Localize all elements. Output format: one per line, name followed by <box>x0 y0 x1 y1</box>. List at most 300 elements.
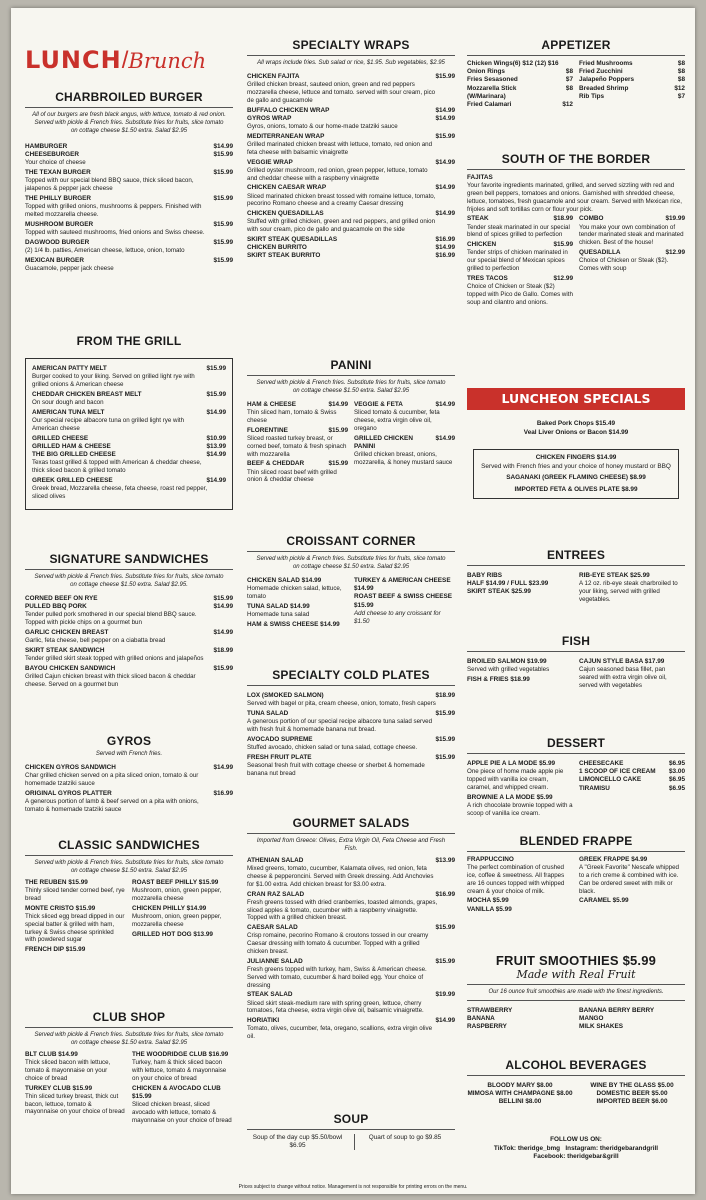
menu-item-name: AMERICAN PATTY MELT <box>32 365 107 372</box>
menu-item <box>247 754 455 762</box>
menu-item-desc: Crisp romaine, pecorino Romano & croutons tossed in our creamy Caesar dressing with tomato & cucumber. Topped with a grilled chicken breast. <box>247 932 429 955</box>
menu-item-name: BROILED SALMON $19.99 <box>467 658 547 665</box>
menu-item-price: $14.99 <box>206 408 226 416</box>
menu-item-desc: Stuffed avocado, chicken salad or tuna salad, cottage cheese. <box>247 744 418 751</box>
menu-item-name: CHICKEN <box>467 241 497 249</box>
menu-item <box>247 401 348 409</box>
list-line: BANANA BERRY BERRY <box>579 1007 655 1014</box>
menu-item-name: THE PHILLY BURGER <box>25 195 92 202</box>
menu-item-name: TURKEY & AMERICAN CHEESE $14.99 <box>354 577 451 593</box>
salads-section: GOURMET SALADS Imported from Greece: Olives, Extra Virgin Oil, Feta Cheese and Fresh Fish. ATHENIAN SALAD $13.99 Mixed greens, tomato, cucumber, Kalamata olives, red onion, feta cheese & pepperoncini. Served with Greek dressing. Add Anchovies for $1.00 extra. Add chicken breast for $3.00 extra. CRAN RAZ SALAD $16.99 Fresh greens tossed with dried cranberries, toasted almonds, grapes, sliced apples & tomato, cucumber with a raspberry vinaigrette. Topped with a grilled chicken breast. CAESAR SALAD $15.99 Crisp romaine, pecorino Romano & croutons tossed in our creamy Caesar dressing with tomato & cucumber. Topped with a grilled chicken breast. JULIANNE SALAD $15.99 Fresh greens topped with turkey, ham, Swiss & American cheese. Served with tomato, cucumber & hard boiled egg. Your choice of dressing STEAK SALAD $19.99 Sliced skirt steak-medium rare with spring green, lettuce, cherry tomatoes, feta cheese, extra virgin olive oil, balsamic vinaigrette. HORIATIKI $14.99 Tomato, olives, cucumber, feta, oregano, scallions, extra virgin olive oil. <box>247 816 455 1041</box>
menu-item-price: $8 <box>677 68 685 76</box>
menu-item-name: GREEK FRAPPE $4.99 <box>579 856 648 863</box>
menu-item-name: Fried Mushrooms <box>579 60 633 67</box>
signature-section: SIGNATURE SANDWICHES Served with pickle & French fries. Substitute fries for fruits, slice tomato on cottage cheese $1.50 extra. Salad $2.95. CORNED BEEF ON RYE $15.99 PULLED BBQ PORK $14.99 Tender pulled pork smothered in our special blend BBQ sauce. Topped with pickle chips on a gourmet bun GARLIC CHICKEN BREAST $14.99 Garlic, feta cheese, bell pepper on a ciabatta bread SKIRT STEAK SANDWICH $18.99 Tender grilled skirt steak topped with grilled onions and jalapeños BAYOU CHICKEN SANDWICH $15.99 Grilled Cajun chicken breast with thick sliced bacon & cheddar cheese. Served on a gourmet bun <box>25 552 233 688</box>
section-title: DESSERT <box>546 736 606 750</box>
luncheon-section <box>467 388 685 499</box>
menu-item-desc: Stuffed with grilled chicken, green and red peppers, and grilled onion with sour cream, pico de gallo and guacamole on the side <box>247 218 436 234</box>
special-line: IMPORTED FETA & OLIVES PLATE $8.99 <box>514 485 638 493</box>
burger-section <box>25 90 233 275</box>
menu-item-price: $12.99 <box>665 248 685 256</box>
menu-item <box>247 1017 455 1025</box>
menu-item-desc: Cajun seasoned basa fillet, pan seared with extra virgin olive oil, served with vegetables <box>579 666 667 689</box>
menu-item-name: FRAPPUCCINO <box>467 856 514 863</box>
menu-item <box>247 159 455 167</box>
menu-item-price: $15.99 <box>213 665 233 672</box>
menu-item-name: CHICKEN CAESAR WRAP <box>247 184 327 192</box>
menu-item-desc: Char grilled chicken served on a pita sliced onion, tomato & our homemade tzatziki sauce <box>25 772 199 787</box>
menu-item <box>579 93 685 101</box>
menu-item <box>467 93 573 101</box>
menu-item-price: $6.95 <box>669 784 685 792</box>
menu-item-price: $14.99 <box>213 764 233 771</box>
special-line: Baked Pork Chops $15.49 <box>536 420 616 427</box>
menu-item-desc: Gyros, onions, tomato & our home-made tzatziki sauce <box>247 123 398 130</box>
menu-item-desc: Thin sliced turkey breast, thick cut bacon, lettuce, tomato & mayonnaise on your choice of bread <box>25 1092 125 1116</box>
entrees-section <box>467 548 685 606</box>
logo: LUNCH/Brunch <box>25 46 207 74</box>
menu-item-name: TUNA SALAD <box>247 710 289 717</box>
menu-item-name: HALF $14.99 / FULL $23.99 <box>467 580 549 588</box>
menu-item-name: GRILLED CHEESE <box>32 434 89 442</box>
menu-item-price: $14.99 <box>435 1017 455 1025</box>
menu-item-name: Mozzarella Stick <box>467 84 517 92</box>
menu-item-price: $15.99 <box>213 220 233 228</box>
menu-item <box>25 647 233 655</box>
menu-item-desc: Fresh greens tossed with dried cranberries, toasted almonds, grapes, sliced apples & tomato, cucumber with a raspberry vinaigrette. Topped with a grilled chicken breast. <box>247 898 438 922</box>
menu-item-price: $16.99 <box>435 235 455 243</box>
menu-item <box>579 76 685 84</box>
menu-item-desc: Your choice of cheese <box>25 159 86 167</box>
menu-item-name: VEGGIE & FETA <box>354 401 403 408</box>
alcohol-section <box>467 1058 685 1107</box>
menu-item-name: Breaded Shrimp <box>579 84 629 92</box>
menu-item-price: $19.99 <box>435 991 455 999</box>
list-line: WINE BY THE GLASS $5.00 <box>590 1082 674 1089</box>
menu-item-name: GARLIC CHICKEN BREAST <box>25 629 109 636</box>
menu-item-name: (W/Marinara) <box>467 92 506 100</box>
menu-item-name: BABY RIBS <box>467 572 503 579</box>
menu-item-desc: Seasonal fresh fruit with cottage cheese or sherbet & homemade banana nut bread <box>247 762 425 777</box>
menu-item <box>247 924 455 932</box>
menu-item-price: $14.99 <box>435 184 455 192</box>
menu-item-name: ORIGINAL GYROS PLATTER <box>25 789 112 797</box>
menu-item-desc: Garlic, feta cheese, bell pepper on a ciabatta bread <box>25 637 166 645</box>
menu-item-price: $16.99 <box>435 252 455 260</box>
menu-item <box>25 257 233 265</box>
menu-item <box>247 857 455 865</box>
menu-item-name: BLT CLUB $14.99 <box>25 1051 78 1058</box>
menu-item-name: Chicken Wings(6) $12 (12) $16 <box>467 60 559 67</box>
menu-item <box>25 595 233 603</box>
menu-item <box>25 169 233 177</box>
menu-item-desc: Burger cooked to your liking. Served on grilled light rye with grilled onions & American cheese <box>32 373 195 388</box>
gyros-section: GYROS Served with French fries. CHICKEN GYROS SANDWICH $14.99 Char grilled chicken served on a pita sliced onion, tomato & our homemade tzatziki sauce ORIGINAL GYROS PLATTER $16.99 A generous portion of lamb & beef served on a pita with onions, tomato & homemade tzatziki sauce <box>25 734 233 813</box>
menu-item <box>467 215 573 223</box>
menu-item-desc: Sliced marinated chicken breast tossed with romaine lettuce, tomato, pecorino Romano cheese and a creamy Caesar dressing <box>247 192 436 208</box>
menu-item-name: AVOCADO SUPREME <box>247 735 313 743</box>
menu-item <box>25 151 233 159</box>
section-title: SOUTH OF THE BORDER <box>501 152 651 166</box>
menu-item <box>25 603 233 611</box>
menu-item-price: $7 <box>677 92 685 100</box>
menu-item <box>247 133 455 141</box>
menu-item-name: ATHENIAN SALAD <box>247 857 304 864</box>
menu-item <box>467 60 573 68</box>
menu-item-name: Fries Sesasoned <box>467 76 518 84</box>
section-title: GYROS <box>106 734 152 748</box>
menu-item-price: $15.99 <box>213 238 233 246</box>
wraps-section: SPECIALTY WRAPS All wraps include fries. Sub salad or rice, $1.95. Sub vegetables, $2.95 CHICKEN FAJITA $15.99 Grilled chicken breast, sauteed onion, green and red peppers mozzarella cheese, lettuce and tomato. served with sour cream, pico de gallo and guacamole BUFFALO CHICKEN WRAP $14.99 GYROS WRAP $14.99 Gyros, onions, tomato & our home-made tzatziki sauce MEDITERRANEAN WRAP $15.99 Grilled marinated chicken breast with lettuce, tomato, red onion and feta cheese with balsamic vinaigrette VEGGIE WRAP $14.99 Grilled oyster mushroom, red onion, green pepper, lettuce, tomato and cheddar cheese with a raspberry vinaigrette CHICKEN CAESAR WRAP $14.99 Sliced marinated chicken breast tossed with romaine lettuce, tomato, pecorino Romano cheese and a creamy Caesar dressing CHICKEN QUESADILLAS $14.99 Stuffed with grilled chicken, green and red peppers, and grilled onion with sour cream, pico de gallo and guacamole on the side SKIRT STEAK QUESADILLAS $16.99 CHICKEN BURRITO $14.99 SKIRT STEAK BURRITO $16.99 <box>247 38 455 260</box>
menu-item <box>354 435 455 451</box>
menu-item <box>579 68 685 76</box>
menu-item-price: $3.00 <box>669 768 685 776</box>
menu-item-name: BUFFALO CHICKEN WRAP <box>247 106 330 114</box>
menu-item-name: MOCHA $5.99 <box>467 897 509 905</box>
menu-item-price: $14.99 <box>213 603 233 611</box>
club-section: CLUB SHOP Served with pickle & French fries. Substitute fries for fruits, slice tomato on cottage cheese $1.50 extra. Salad $2.95 BLT CLUB $14.99 Thick sliced bacon with lettuce, tomato & mayonnaise on your choice of bread TURKEY CLUB $15.99 Thin sliced turkey breast, thick cut bacon, lettuce, tomato & mayonnaise on your choice of bread THE WOODRIDGE CLUB $16.99 Turkey, ham & thick sliced bacon with lettuce, tomato & mayonnaise on your choice of bread CHICKEN & AVOCADO CLUB $15.99 Sliced chicken breast, sliced avocado with lettuce, tomato & mayonnaise on your choice of bread <box>25 1010 232 1124</box>
luncheon-banner: LUNCHEON SPECIALS <box>467 388 685 410</box>
menu-item <box>247 710 455 718</box>
menu-item-desc: Topped with sauteed mushrooms, fried onions and Swiss cheese. <box>25 229 205 236</box>
menu-item-name: Rib Tips <box>579 92 605 100</box>
menu-item-desc: Topped with our special blend BBQ sauce, thick sliced bacon, jalapenos & pepper jack cheese <box>25 177 194 193</box>
menu-item-name: CAESAR SALAD <box>247 924 298 932</box>
menu-item-name: TURKEY CLUB $15.99 <box>25 1084 93 1092</box>
menu-item-price: $14.99 <box>435 114 455 122</box>
menu-item-price: $8 <box>677 76 685 84</box>
menu-item-name: TIRAMISU <box>579 784 610 792</box>
menu-item-desc: A 12 oz. rib-eye steak charbroiled to your liking, served with grilled vegetables. <box>579 580 678 603</box>
menu-item-price: $15.99 <box>213 151 233 159</box>
footer-disclaimer: Prices subject to change without notice. Management is not responsible for printing errors on the menu. <box>238 1184 468 1190</box>
menu-item-name: CRAN RAZ SALAD <box>247 890 305 898</box>
menu-item-desc: One piece of home made apple pie topped with vanilla ice cream, caramel, and whipped cream. <box>467 768 564 791</box>
menu-item <box>579 760 685 768</box>
menu-item-price: $8 <box>677 60 685 67</box>
menu-item-desc: Guacamole, pepper jack cheese <box>25 265 114 272</box>
menu-item <box>32 391 226 399</box>
menu-item <box>247 736 455 744</box>
menu-item-price: $13.99 <box>435 857 455 864</box>
menu-item-name: GREEK GRILLED CHEESE <box>32 476 113 484</box>
special-line: SAGANAKI (GREEK FLAMING CHEESE) $8.99 <box>506 474 646 481</box>
menu-item-price: $15.99 <box>206 390 226 398</box>
menu-item-price: $14.99 <box>213 143 233 150</box>
menu-item-name: MUSHROOM BURGER <box>25 220 94 228</box>
menu-item <box>579 249 685 257</box>
tiktok-handle: TikTok: theridge_bmg <box>493 1144 561 1152</box>
menu-item-name: LOX (SMOKED SALMON) <box>247 692 324 699</box>
menu-item-desc: Turkey, ham & thick sliced bacon with lettuce, tomato & mayonnaise on your choice of bread <box>132 1059 227 1082</box>
social-section: FOLLOW US ON: TikTok: theridge_bmg Instagram: theridgebarandgrill Facebook: theridgebar&grill <box>467 1136 685 1162</box>
menu-item-price: $15.99 <box>213 595 233 602</box>
menu-item-name: Fried Calamari <box>467 101 512 109</box>
menu-item-name: SKIRT STEAK QUESADILLAS <box>247 235 338 243</box>
menu-item-price: $8 <box>565 68 573 76</box>
list-line: MANGO <box>579 1015 604 1023</box>
menu-item-price: $10.99 <box>206 434 226 442</box>
menu-item-price: $15.99 <box>435 132 455 140</box>
menu-item-name: FRENCH DIP $15.99 <box>25 946 86 954</box>
menu-item-name: SKIRT STEAK $25.99 <box>467 588 531 596</box>
menu-item-desc: Tender strips of chicken marinated in our special blend of Mexican spices grilled to perfection <box>467 249 568 272</box>
menu-item <box>247 107 455 115</box>
menu-item-name: CHEESEBURGER <box>25 151 79 159</box>
section-title: FROM THE GRILL <box>76 334 182 348</box>
menu-item <box>467 241 573 249</box>
menu-item <box>247 73 455 81</box>
menu-item <box>247 427 348 435</box>
menu-item-name: TUNA SALAD $14.99 <box>247 602 310 610</box>
menu-item-desc: Mushroom, onion, green pepper, mozzarella cheese <box>132 887 222 902</box>
menu-item-desc: Greek bread, Mozzarella cheese, feta cheese, roast red pepper, sliced olives <box>32 485 208 500</box>
menu-item-desc: Homemade tuna salad <box>247 611 310 618</box>
menu-item-price: $13.99 <box>206 442 226 450</box>
menu-item-price: $14.99 <box>206 451 226 458</box>
menu-item <box>32 443 226 451</box>
menu-item <box>25 764 233 772</box>
menu-item-desc: Homemade chicken salad, lettuce, tomato <box>247 585 342 600</box>
menu-item-desc: (2) 1/4 lb. patties, American cheese, lettuce, onion, tomato <box>25 247 185 254</box>
menu-item-desc: Grilled chicken breast, sauteed onion, green and red peppers mozzarella cheese, lettuce and tomato. served with sour cream, pico de gallo and guacamole <box>247 81 436 104</box>
menu-item-name: GRILLED HAM & CHEESE <box>32 442 111 450</box>
menu-item <box>467 101 573 109</box>
menu-item-price: $14.99 <box>435 210 455 218</box>
menu-item-desc: Served with grilled vegetables <box>467 666 550 674</box>
menu-item-price: $14.99 <box>206 476 226 484</box>
menu-item-price: $15.99 <box>328 426 348 434</box>
list-line: BELLINI $8.00 <box>498 1098 542 1106</box>
menu-item-name: BROWNIE A LA MODE $5.99 <box>467 793 553 801</box>
menu-item <box>467 76 573 84</box>
menu-item-desc: Sliced roasted turkey breast, or corned beef, tomato & fresh spinach with mozzarella <box>247 435 347 458</box>
menu-item-name: BAYOU CHICKEN SANDWICH <box>25 665 116 672</box>
section-title: SPECIALTY COLD PLATES <box>272 668 430 682</box>
menu-item-price: $14.99 <box>213 629 233 636</box>
menu-item-price: $16.99 <box>213 789 233 797</box>
menu-item-desc: Choice of Chicken or Steak ($2). Comes with soup <box>579 257 669 272</box>
menu-item-name: LIMONCELLO CAKE <box>579 776 642 784</box>
menu-item <box>247 252 455 260</box>
south-border-section: SOUTH OF THE BORDER FAJITAS Your favorite ingredients marinated, grilled, and served sizzling with red and green bell peppers, tomatoes and onions. Garnished with shredded cheese, lettuce, tomatoes, fresh guacamole and sour cream. Served with Mexican rice, frijoles and soft tortillas corn or flour your pick. STEAK $18.99 Tender steak marinated in our special blend of spices grilled to perfection CHICKEN $15.99 Tender strips of chicken marinated in our special blend of Mexican spices grilled to perfection TRES TACOS $12.99 Choice of Chicken or Steak ($2) topped with Pico de Gallo. Comes with soup and cilantro and onions. COMBO $19.99 You make your own combination of tender marinated steak and marinated chicken. Best of the house! QUESADILLA $12.99 Choice of Chicken or Steak ($2). Comes with soup <box>467 152 685 306</box>
menu-item-desc: Tomato, olives, cucumber, feta, oregano, scallions, extra virgin olive oil. <box>247 1025 433 1041</box>
menu-page <box>11 8 695 1194</box>
menu-item-name: SKIRT STEAK SANDWICH <box>25 647 105 654</box>
menu-item-name: FISH & FRIES $18.99 <box>467 676 530 683</box>
menu-item <box>579 85 685 93</box>
menu-item-price: $14.99 <box>435 244 455 252</box>
menu-item-name: JULIANNE SALAD <box>247 957 303 965</box>
menu-item-name: THE BIG GRILLED CHEESE <box>32 451 116 458</box>
menu-item-desc: On sour dough and bacon <box>32 399 104 406</box>
section-title: SOUP <box>333 1112 369 1126</box>
menu-item <box>247 236 455 244</box>
menu-item-desc: Thick sliced egg bread dipped in our special batter & grilled with ham, turkey & Swiss cheese sprinkled with powdered sugar <box>25 913 125 944</box>
menu-item-desc: Mushroom, onion, green pepper, mozzarella cheese <box>132 913 222 928</box>
menu-item-price: $7 <box>565 76 573 84</box>
menu-item-price: $15.99 <box>435 753 455 761</box>
menu-item-name: HAMBURGER <box>25 143 68 150</box>
menu-item-price: $6.95 <box>669 760 685 767</box>
menu-item-price: $12 <box>562 101 573 109</box>
classic-section: CLASSIC SANDWICHES Served with pickle & French fries. Substitute fries for fruits, slice tomato on cottage cheese $1.50 extra. Salad $2.95 THE REUBEN $15.99 Thinly sliced tender corned beef, rye bread MONTE CRISTO $15.99 Thick sliced egg bread dipped in our special batter & grilled with ham, turkey & Swiss cheese sprinkled with powdered sugar FRENCH DIP $15.99 ROAST BEEF PHILLY $15.99 Mushroom, onion, green pepper, mozzarella cheese CHICKEN PHILLY $14.99 Mushroom, onion, green pepper, mozzarella cheese GRILLED HOT DOG $13.99 <box>25 838 233 954</box>
menu-item-desc: Thinly sliced tender corned beef, rye bread <box>25 887 125 902</box>
soup-section <box>247 1112 455 1150</box>
menu-item-price: $14.99 <box>435 401 455 408</box>
menu-item-name: CAJUN STYLE BASA $17.99 <box>579 658 665 665</box>
menu-item-name: CHICKEN GYROS SANDWICH <box>25 764 116 771</box>
menu-item-desc: A generous portion of lamb & beef served on a pita with onions, tomato & homemade tzatziki sauce <box>25 798 199 813</box>
menu-item-name: CHEDDAR CHICKEN BREAST MELT <box>32 390 142 398</box>
menu-item-name: CHICKEN FAJITA <box>247 73 300 80</box>
fish-section <box>467 634 685 692</box>
list-line: RASPBERRY <box>467 1023 507 1031</box>
menu-item-name: DAGWOOD BURGER <box>25 238 90 246</box>
menu-item-price: $15.99 <box>435 735 455 743</box>
menu-item-name: CHICKEN BURRITO <box>247 244 307 252</box>
menu-item-name: GYROS WRAP <box>247 114 292 122</box>
menu-item-price: $14.99 <box>435 158 455 166</box>
menu-item-price: $15.99 <box>435 957 455 965</box>
menu-item-name: COMBO <box>579 215 604 223</box>
menu-item-name: STEAK <box>467 215 489 223</box>
menu-item-desc: Served with bagel or pita, cream cheese, onion, tomato, fresh capers <box>247 700 436 708</box>
section-title: BLENDED FRAPPE <box>519 834 633 848</box>
menu-item-price: $15.99 <box>213 256 233 264</box>
menu-item-desc: Tender steak marinated in our special blend of spices grilled to perfection <box>467 223 570 239</box>
menu-item-desc: The perfect combination of crushed ice, coffee & sweetness. All frappes are 16 ounces topped with whipped cream & your choice of milk. <box>467 864 565 895</box>
menu-item <box>32 365 226 373</box>
menu-item-name: 1 SCOOP OF ICE CREAM <box>579 768 656 776</box>
croissant-section: CROISSANT CORNER Served with pickle & French fries. Substitute fries for fruits, slice tomato on cottage cheese $1.50 extra. Salad $2.95 CHICKEN SALAD $14.99 Homemade chicken salad, lettuce, tomato TUNA SALAD $14.99 Homemade tuna salad HAM & SWISS CHEESE $14.99 TURKEY & AMERICAN CHEESE $14.99 ROAST BEEF & SWISS CHEESE $15.99 Add cheese to any croissant for $1.50 <box>247 534 455 629</box>
menu-item <box>354 401 455 409</box>
menu-item-name: VEGGIE WRAP <box>247 158 293 166</box>
menu-item-name: FLORENTINE <box>247 426 288 434</box>
menu-item <box>25 629 233 637</box>
menu-item <box>32 435 226 443</box>
menu-item-price: $15.99 <box>213 169 233 177</box>
menu-item-name: ROAST BEEF & SWISS CHEESE $15.99 <box>354 593 453 609</box>
menu-item <box>579 60 685 68</box>
menu-item-desc: Thin sliced ham, tomato & Swiss cheese <box>247 409 337 424</box>
menu-item-name: Onion Rings <box>467 68 505 76</box>
list-line: MILK SHAKES <box>579 1023 624 1031</box>
menu-item-name: CHEESECAKE <box>579 760 624 767</box>
menu-item-name: GRILLED HOT DOG $13.99 <box>132 930 213 938</box>
soup-cup-bowl: Soup of the day cup $5.50/bowl $6.95 <box>252 1134 343 1149</box>
section-title: GOURMET SALADS <box>292 816 410 830</box>
menu-item-price: $15.99 <box>213 195 233 202</box>
menu-item-name: CHICKEN & AVOCADO CLUB $15.99 <box>132 1084 221 1100</box>
menu-item-price: $12.99 <box>553 274 573 282</box>
menu-item-desc: You make your own combination of tender marinated steak and marinated chicken. Best of the house! <box>579 223 684 247</box>
menu-item <box>247 692 455 700</box>
menu-item-name: MEXICAN BURGER <box>25 256 84 264</box>
menu-item-desc: Fresh greens topped with turkey, ham, Swiss & American cheese. Served with tomato, cucumber & hard boiled egg. Your choice of dressing <box>247 965 427 989</box>
menu-item <box>247 460 348 468</box>
section-title: CLUB SHOP <box>92 1010 166 1024</box>
menu-item <box>579 785 685 793</box>
menu-item-name: THE TEXAN BURGER <box>25 169 91 177</box>
menu-item-price: $15.99 <box>435 73 455 80</box>
menu-item-desc: Add cheese to any croissant for $1.50 <box>354 609 441 625</box>
menu-item <box>247 991 455 999</box>
instagram-handle: Instagram: theridgebarandgrill <box>565 1144 659 1152</box>
menu-item-desc: Sliced skirt steak-medium rare with spring green, lettuce, cherry tomatoes, feta cheese, extra virgin olive oil, balsamic vinaigrette. <box>247 999 424 1015</box>
menu-item-price: $14.99 <box>435 106 455 114</box>
section-title: PANINI <box>330 358 372 372</box>
menu-item-desc: Our special recipe albacore tuna on grilled light rye with American cheese <box>32 417 185 432</box>
dessert-section <box>467 736 685 819</box>
menu-item-desc: A "Greek Favorite" Nescafe whipped to a rich creme & combined with ice. Can be ordered sweet with milk or black. <box>579 864 680 895</box>
menu-item-name: AMERICAN TUNA MELT <box>32 408 105 416</box>
menu-item <box>467 85 573 93</box>
list-line: BLOODY MARY $8.00 <box>487 1082 553 1089</box>
menu-item-name: SKIRT STEAK BURRITO <box>247 252 321 260</box>
menu-item-desc: Sliced tomato & cucumber, feta cheese, extra virgin olive oil, oregano <box>354 409 440 432</box>
menu-item-price: $18.99 <box>435 692 455 699</box>
section-title: FRUIT SMOOTHIES $5.99 <box>495 953 657 968</box>
menu-item-name: TRES TACOS <box>467 274 508 282</box>
menu-item-name: Fried Zucchini <box>579 68 623 76</box>
menu-item <box>247 115 455 123</box>
section-title: APPETIZER <box>541 38 611 52</box>
menu-item-name: THE REUBEN $15.99 <box>25 879 88 886</box>
menu-item <box>32 477 226 485</box>
menu-item-name: THE WOODRIDGE CLUB $16.99 <box>132 1051 229 1058</box>
menu-item-name: STEAK SALAD <box>247 991 293 999</box>
menu-item-desc: Grilled Cajun chicken breast with thick sliced bacon & cheddar cheese. Served on a gourmet bun <box>25 673 196 688</box>
menu-item-name: RIB-EYE STEAK $25.99 <box>579 572 650 579</box>
menu-item <box>25 195 233 203</box>
special-line: Veal Liver Onions or Bacon $14.99 <box>523 428 629 436</box>
menu-item-name: MEDITERRANEAN WRAP <box>247 132 325 140</box>
menu-item-desc: Sliced chicken breast, sliced avocado with lettuce, tomato & mayonnaise on your choice of bread <box>132 1101 232 1124</box>
list-line: BANANA <box>467 1015 495 1023</box>
section-title: SIGNATURE SANDWICHES <box>49 552 209 566</box>
menu-item-name: BEEF & CHEDDAR <box>247 460 305 468</box>
menu-item-price: $16.99 <box>435 890 455 898</box>
list-line: DOMESTIC BEER $5.00 <box>596 1090 668 1098</box>
menu-item <box>25 221 233 229</box>
special-line: Served with French fries and your choice of honey mustard or BBQ <box>481 462 671 470</box>
menu-item-name: CHICKEN QUESADILLAS <box>247 210 324 218</box>
menu-item-price: $19.99 <box>665 215 685 223</box>
list-line: MIMOSA WITH CHAMPAGNE $8.00 <box>467 1090 573 1098</box>
menu-item-price: $15.99 <box>435 924 455 932</box>
section-title: FISH <box>561 634 591 648</box>
menu-item-name: PULLED BBQ PORK <box>25 603 87 611</box>
appetizer-section <box>467 38 685 109</box>
menu-item-desc: Thick sliced bacon with lettuce, tomato & mayonnaise on your choice of bread <box>25 1059 111 1082</box>
menu-item <box>579 768 685 776</box>
frappe-section <box>467 834 685 914</box>
menu-item-price: $8 <box>565 84 573 92</box>
soup-quart: Quart of soup to go $9.85 <box>354 1134 455 1150</box>
menu-item-name: APPLE PIE A LA MODE $5.99 <box>467 760 556 767</box>
menu-item-name: ROAST BEEF PHILLY $15.99 <box>132 879 219 886</box>
section-title: ALCOHOL BEVERAGES <box>505 1058 647 1072</box>
menu-item <box>579 215 685 223</box>
menu-item-desc: Grilled marinated chicken breast with lettuce, tomato, red onion and feta cheese with balsamic vinaigrette <box>247 141 433 156</box>
menu-item-desc: A generous portion of our special recipe albacore tuna salad served with fresh fruit & homemade banana nut bread. <box>247 718 433 733</box>
menu-item-desc: A rich chocolate brownie topped with a scoop of vanilla ice cream. <box>467 801 573 817</box>
section-note: All of our burgers are fresh black angus, with lettuce, tomato & red onion. Served with pickle & French fries. Substitute fries for fruits, slice tomato on cottage cheese $1.50 extra. Salad $2.95 <box>32 112 226 134</box>
menu-item <box>247 244 455 252</box>
list-line: IMPORTED BEER $6.00 <box>596 1098 668 1106</box>
menu-item-price: $18.99 <box>213 647 233 654</box>
